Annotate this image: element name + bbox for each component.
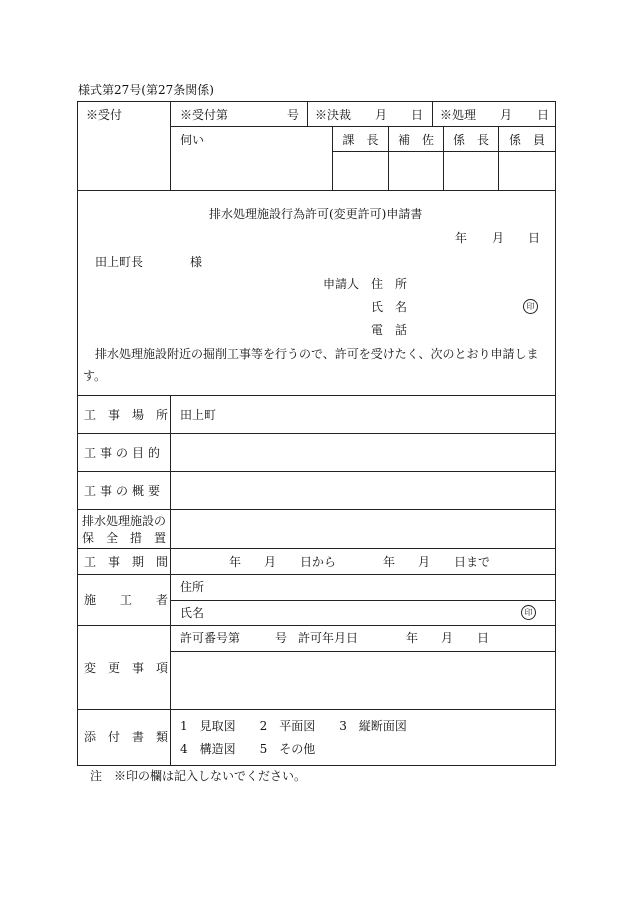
form-number: 様式第27号(第27条関係) (78, 83, 214, 97)
applicant-address-label: 住 所 (371, 277, 408, 291)
header-col-5 (432, 101, 433, 127)
received-label: ※受付 (86, 108, 123, 122)
applicant-seal-icon: 印 (523, 299, 538, 314)
honorific: 様 (190, 255, 203, 269)
date-day: 日 (528, 231, 541, 245)
received-number-suffix: 号 (287, 108, 300, 122)
period-year-until: 年 (383, 555, 396, 569)
period-day-from: 日から (300, 555, 337, 569)
purpose-label: 工事の目的 (84, 446, 165, 460)
decision-label: ※決裁 (315, 108, 352, 122)
permit-number-suffix: 号 (275, 631, 288, 645)
decision-month: 月 (375, 108, 388, 122)
approver-row-line (332, 151, 556, 152)
period-year-from: 年 (229, 555, 242, 569)
row-line-change (77, 625, 556, 626)
permit-date-label: 許可年月日 (298, 631, 359, 645)
applicant-label: 申請人 (323, 277, 360, 291)
permit-number-label: 許可番号第 (180, 631, 241, 645)
table-border-top (77, 101, 556, 102)
row-line-protection (77, 509, 556, 510)
date-month: 月 (492, 231, 505, 245)
protection-label-line1: 排水処理施設の (82, 514, 167, 528)
row-line-contractor-mid (170, 600, 556, 601)
permit-month: 月 (441, 631, 454, 645)
row-line-contractor (77, 574, 556, 575)
field-label-column (170, 395, 171, 766)
permit-year: 年 (406, 631, 419, 645)
contractor-address-label: 住所 (180, 580, 205, 594)
approver-deputy: 補 佐 (397, 133, 434, 147)
period-month-until: 月 (418, 555, 431, 569)
decision-day: 日 (411, 108, 424, 122)
approver-staff: 係 員 (508, 133, 545, 147)
processing-label: ※処理 (440, 108, 477, 122)
row-line-location (77, 395, 556, 396)
application-title: 排水処理施設行為許可(変更許可)申請書 (209, 207, 423, 221)
body-text-line1: 排水処理施設附近の掘削工事等を行うので、許可を受けたく、次のとおり申請しま (95, 347, 539, 361)
period-month-from: 月 (264, 555, 277, 569)
change-label: 変 更 事 項 (84, 661, 169, 675)
addressee: 田上町長 (95, 255, 144, 269)
header-bottom-line (77, 190, 556, 191)
header-col-2 (307, 101, 308, 127)
row-line-attachments (77, 709, 556, 710)
row-line-period (77, 548, 556, 549)
location-value: 田上町 (180, 408, 217, 422)
attachments-line2: 4 構造図 5 その他 (180, 742, 316, 756)
date-year: 年 (455, 231, 468, 245)
approver-section-chief: 課 長 (342, 133, 379, 147)
received-number-label: ※受付第 (180, 108, 229, 122)
permit-day: 日 (477, 631, 490, 645)
header-col-1 (170, 101, 171, 191)
contractor-label: 施 工 者 (84, 593, 169, 607)
row-line-purpose (77, 433, 556, 434)
contractor-seal-icon: 印 (521, 605, 536, 620)
processing-day: 日 (537, 108, 550, 122)
period-label: 工 事 期 間 (84, 555, 169, 569)
row-line-change-mid (170, 651, 556, 652)
processing-month: 月 (500, 108, 513, 122)
inquiry-label: 伺い (180, 133, 205, 147)
footnote: 注 ※印の欄は記入しないでください。 (90, 769, 307, 783)
body-text-line2: す。 (83, 369, 107, 383)
table-border-bottom (77, 765, 556, 766)
applicant-phone-label: 電 話 (371, 323, 408, 337)
overview-label: 工事の概要 (84, 484, 165, 498)
applicant-name-label: 氏 名 (371, 300, 408, 314)
attachments-label: 添 付 書 類 (84, 730, 169, 744)
period-day-until: 日まで (454, 555, 491, 569)
contractor-name-label: 氏名 (180, 606, 205, 620)
approver-unit-chief: 係 長 (452, 133, 489, 147)
protection-label-line2: 保 全 措 置 (82, 531, 167, 545)
row-line-overview (77, 471, 556, 472)
attachments-line1: 1 見取図 2 平面図 3 縦断面図 (180, 719, 407, 733)
location-label: 工 事 場 所 (84, 408, 169, 422)
